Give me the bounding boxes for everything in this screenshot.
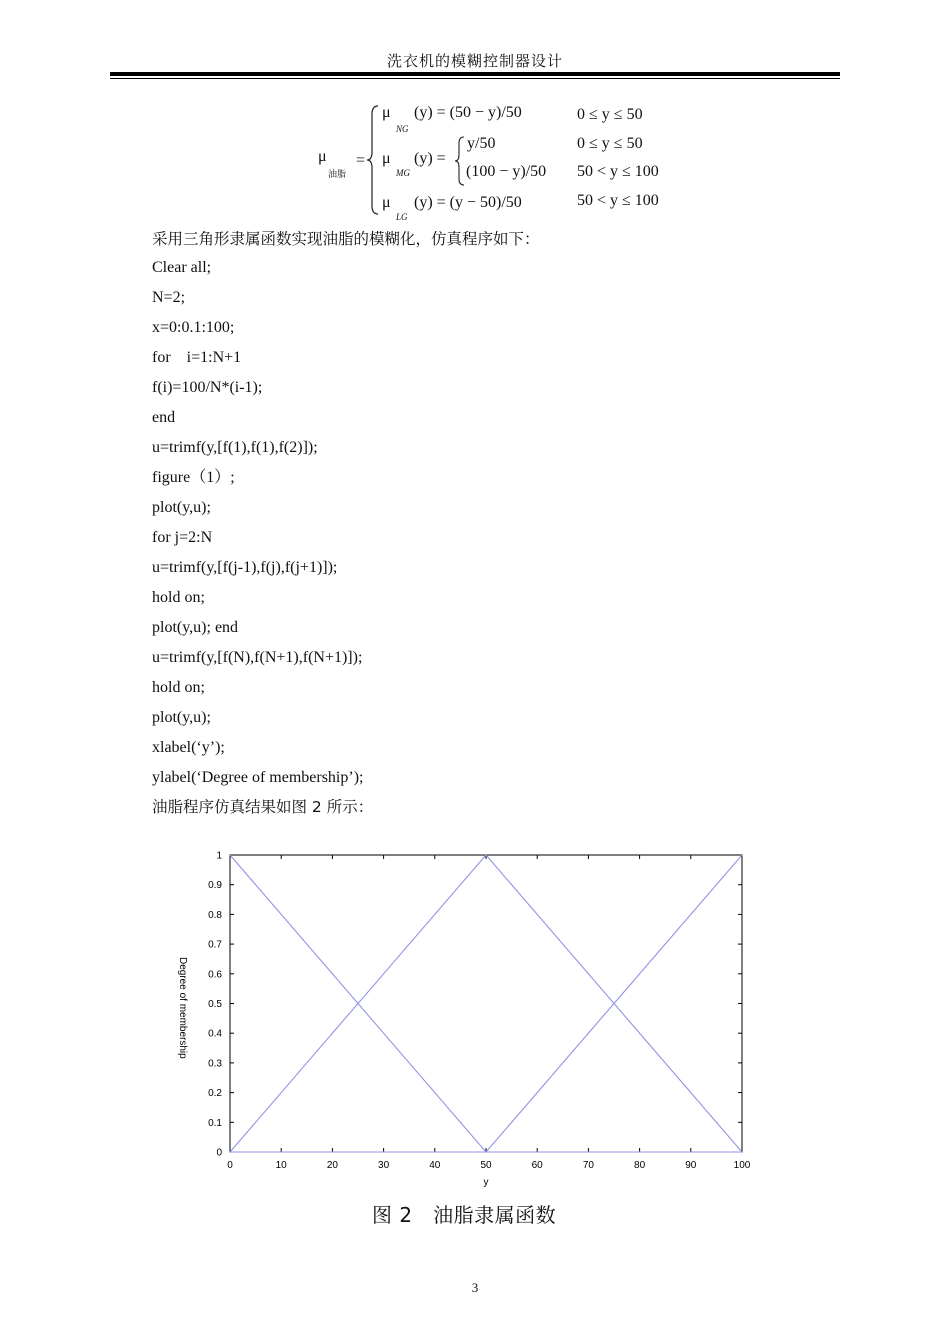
x-tick-label: 70	[582, 1160, 594, 1171]
y-tick-label: 0.2	[208, 1088, 222, 1100]
formula-row-mg-case2-expr: (100 − y)/50	[466, 163, 547, 180]
x-tick-label: 40	[429, 1160, 441, 1171]
code-line: hold on;	[152, 589, 205, 606]
y-tick-label: 0.7	[208, 939, 222, 951]
code-line: xlabel(‘y’);	[152, 739, 225, 756]
formula-outer-brace	[366, 104, 380, 216]
formula-row-mg-sub: MG	[396, 168, 410, 178]
formula-row-ng-expr: (y) = (50 − y)/50	[414, 104, 522, 121]
y-tick-label: 1	[216, 850, 222, 862]
header-rule-thick	[110, 72, 840, 76]
formula-row-mg-case2-cond: 50 < y ≤ 100	[577, 163, 659, 180]
plot-area	[230, 855, 742, 1152]
caption-label: 图 2	[372, 1203, 413, 1227]
formula-row-lg-mu: μ	[382, 194, 391, 211]
caption-text: 油脂隶属函数	[433, 1203, 557, 1227]
y-tick-label: 0.6	[208, 969, 222, 981]
formula-row-ng-sub: NG	[396, 124, 409, 134]
y-tick-label: 0.9	[208, 880, 222, 892]
x-axis-label: y	[483, 1177, 489, 1188]
formula-lhs-mu: μ	[318, 148, 327, 165]
y-tick-label: 0	[216, 1147, 222, 1159]
code-line: plot(y,u);	[152, 499, 211, 516]
formula-row-lg-cond: 50 < y ≤ 100	[577, 192, 659, 209]
x-tick-label: 0	[227, 1160, 233, 1171]
y-tick-label: 0.1	[208, 1117, 222, 1129]
formula-lhs-subscript: 油脂	[328, 170, 347, 180]
y-tick-label: 0.4	[208, 1028, 222, 1040]
code-line: for j=2:N	[152, 529, 213, 546]
code-line: hold on;	[152, 679, 205, 696]
code-line: end	[152, 409, 176, 426]
x-tick-label: 100	[733, 1160, 751, 1171]
formula-row-ng-cond: 0 ≤ y ≤ 50	[577, 106, 643, 123]
code-line: Clear all;	[152, 259, 212, 276]
formula-row-lg-sub: LG	[396, 212, 408, 222]
x-tick-label: 10	[275, 1160, 287, 1171]
code-line: ylabel(‘Degree of membership’);	[152, 769, 364, 786]
code-line: f(i)=100/N*(i-1);	[152, 379, 263, 396]
y-tick-label: 0.8	[208, 909, 222, 921]
x-tick-label: 50	[480, 1160, 492, 1171]
x-tick-label: 20	[326, 1160, 338, 1171]
formula-inner-brace	[454, 135, 466, 187]
formula-row-mg-expr: (y) =	[414, 150, 446, 167]
code-line: figure（1）;	[152, 469, 235, 486]
page-number: 3	[471, 1280, 479, 1295]
code-line: u=trimf(y,[f(1),f(1),f(2)]);	[152, 439, 318, 456]
y-tick-label: 0.5	[208, 999, 222, 1010]
formula-row-mg-case1-cond: 0 ≤ y ≤ 50	[577, 135, 643, 152]
code-line: N=2;	[152, 289, 186, 306]
membership-chart	[170, 845, 770, 1190]
intro-paragraph: 采用三角形隶属函数实现油脂的模糊化，仿真程序如下：	[152, 230, 540, 248]
x-tick-label: 30	[378, 1160, 390, 1171]
x-tick-label: 60	[531, 1160, 543, 1171]
formula-row-mg-case1-expr: y/50	[467, 135, 496, 152]
code-line: x=0:0.1:100;	[152, 319, 235, 336]
formula-row-mg-mu: μ	[382, 150, 391, 167]
result-paragraph: 油脂程序仿真结果如图 2 所示：	[152, 798, 374, 816]
formula-row-lg-expr: (y) = (y − 50)/50	[414, 194, 522, 211]
running-header: 洗衣机的模糊控制器设计	[386, 52, 563, 70]
code-line: u=trimf(y,[f(N),f(N+1),f(N+1)]);	[152, 649, 363, 666]
code-line: plot(y,u); end	[152, 619, 239, 636]
x-tick-label: 80	[634, 1160, 646, 1171]
y-tick-label: 0.3	[208, 1058, 222, 1070]
formula-row-ng-mu: μ	[382, 104, 391, 121]
x-tick-label: 90	[685, 1160, 697, 1171]
y-axis-label: Degree of membership	[177, 957, 188, 1059]
code-line: plot(y,u);	[152, 709, 211, 726]
header-rule-thin	[110, 78, 840, 79]
formula-equals: =	[356, 152, 366, 169]
figure-caption	[372, 1199, 556, 1228]
code-line: u=trimf(y,[f(j-1),f(j),f(j+1)]);	[152, 559, 338, 576]
code-line: for i=1:N+1	[152, 349, 242, 366]
